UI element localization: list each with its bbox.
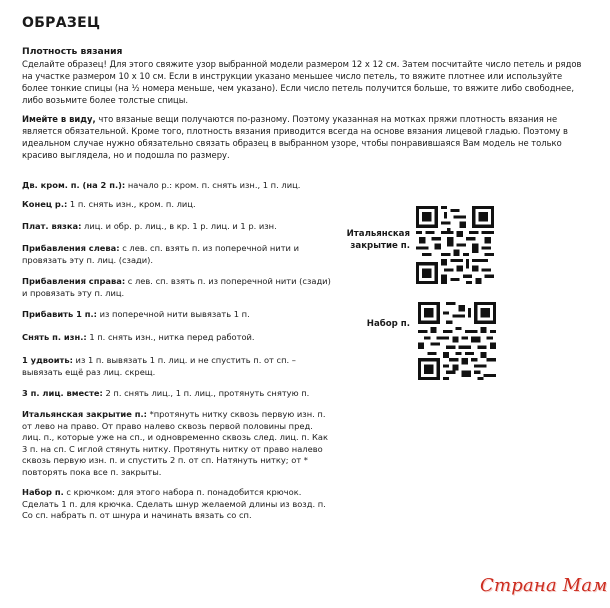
abbreviation-definition: начало р.: кром. п. снять изн., 1 п. лиц. bbox=[125, 180, 301, 190]
abbreviation-item bbox=[22, 355, 334, 378]
abbreviation-term: 3 п. лиц. вместе: bbox=[22, 388, 103, 398]
abbreviation-item bbox=[22, 487, 334, 522]
abbreviation-term: Конец р.: bbox=[22, 199, 68, 209]
abbreviation-definition: 1 п. снять изн., нитка перед работой. bbox=[86, 332, 255, 342]
abbreviation-definition: из 1 п. вывязать 1 п. лиц. и не спустить п. от сп. – вывязать ещё раз лиц. скрещ. bbox=[22, 355, 296, 377]
abbreviation-term: Итальянская закрытие п.: bbox=[22, 409, 147, 419]
gauge-text: Сделайте образец! Для этого свяжите узор выбранной модели размером 12 x 12 см. Затем посчитайте число петель и рядов на участке размером 10 x 10 см. Если в инструкции указано меньшее число петель, то вяжите плотнее или используйте более тонкие спицы (на ½ номера меньше, чем указано). Если число петель получится больше, то вяжите либо свободнее, либо возьмите более толстые спицы. bbox=[22, 59, 582, 105]
abbreviation-term: Прибавления справа: bbox=[22, 276, 126, 286]
gauge-section bbox=[22, 46, 590, 106]
abbreviation-item bbox=[22, 243, 334, 266]
abbreviation-item bbox=[22, 199, 334, 211]
note-lead: Имейте в виду, bbox=[22, 114, 96, 124]
abbreviation-term: Дв. кром. п. (на 2 п.): bbox=[22, 180, 126, 190]
abbreviation-definition: из поперечной нити вывязать 1 п. bbox=[96, 309, 250, 319]
note-paragraph bbox=[22, 113, 590, 161]
abbreviation-definition: с лев. сп. взять п. из поперечной нити (сзади) и провязать эту п. лиц. bbox=[22, 276, 331, 298]
abbreviation-definition: лиц. и обр. р. лиц., в кр. 1 р. лиц. и 1 р. изн. bbox=[81, 221, 277, 231]
abbreviation-term: Прибавить 1 п.: bbox=[22, 309, 97, 319]
qr-label-italian-cast-off: Итальянская закрытие п. bbox=[346, 229, 410, 251]
abbreviation-term: 1 удвоить: bbox=[22, 355, 73, 365]
abbreviation-definition: с крючком: для этого набора п. понадобится крючок. Сделать 1 п. для крючка. Сделать шнур желаемой длины из возд. п. Со сп. набрать п. от шнура и начинать вязать со сп. bbox=[22, 487, 326, 521]
abbreviation-item bbox=[22, 332, 334, 344]
abbreviation-item bbox=[22, 388, 334, 400]
abbreviation-item bbox=[22, 276, 334, 299]
abbreviation-item bbox=[22, 309, 334, 321]
abbreviation-definition: 1 п. снять изн., кром. п. лиц. bbox=[67, 199, 196, 209]
abbreviation-term: Плат. вязка: bbox=[22, 221, 82, 231]
qr-label-cast-on: Набор п. bbox=[366, 319, 410, 329]
abbreviation-term: Прибавления слева: bbox=[22, 243, 120, 253]
abbreviation-term: Набор п. bbox=[22, 487, 64, 497]
abbreviation-definition: с лев. сп. взять п. из поперечной нити и провязать эту п. лиц. (сзади). bbox=[22, 243, 299, 265]
abbreviation-definition: *протянуть нитку сквозь первую изн. п. от лево на право. От право налево сквозь первой половины пред. лиц. п., которые уже на сп., и одновременно сквозь след. лиц. п. Как 3 п. на сп. С иглой стянуть нитку. Протянуть нитку от право налево сквозь первую изн. п. и спустить 2 п. от сп. Натянуть нитку; от * повторять пока все п. закрыты. bbox=[22, 409, 328, 477]
watermark-logo: Страна Мам bbox=[480, 575, 608, 596]
gauge-heading: Плотность вязания bbox=[22, 46, 123, 57]
abbreviation-definition: 2 п. снять лиц., 1 п. лиц., протянуть снятую п. bbox=[102, 388, 310, 398]
abbreviation-item bbox=[22, 180, 334, 192]
page-title: ОБРАЗЕЦ bbox=[22, 15, 101, 31]
abbreviation-term: Снять п. изн.: bbox=[22, 332, 87, 342]
abbreviation-item bbox=[22, 221, 334, 233]
qr-code-icon[interactable] bbox=[416, 206, 494, 284]
qr-code-icon[interactable] bbox=[418, 302, 496, 380]
note-text: что вязаные вещи получаются по-разному. Поэтому указанная на мотках пряжи плотность вязания не является обязательной. Кроме того, плотность вязания приводится всегда на основе вязания лицевой гладью. Поэтому в идеальном случае нужно обязательно связать образец в выбранном узоре, чтобы понравившаяся Вам модель не только красиво выглядела, но и подошла по размеру. bbox=[22, 114, 568, 160]
abbreviation-item bbox=[22, 409, 334, 479]
